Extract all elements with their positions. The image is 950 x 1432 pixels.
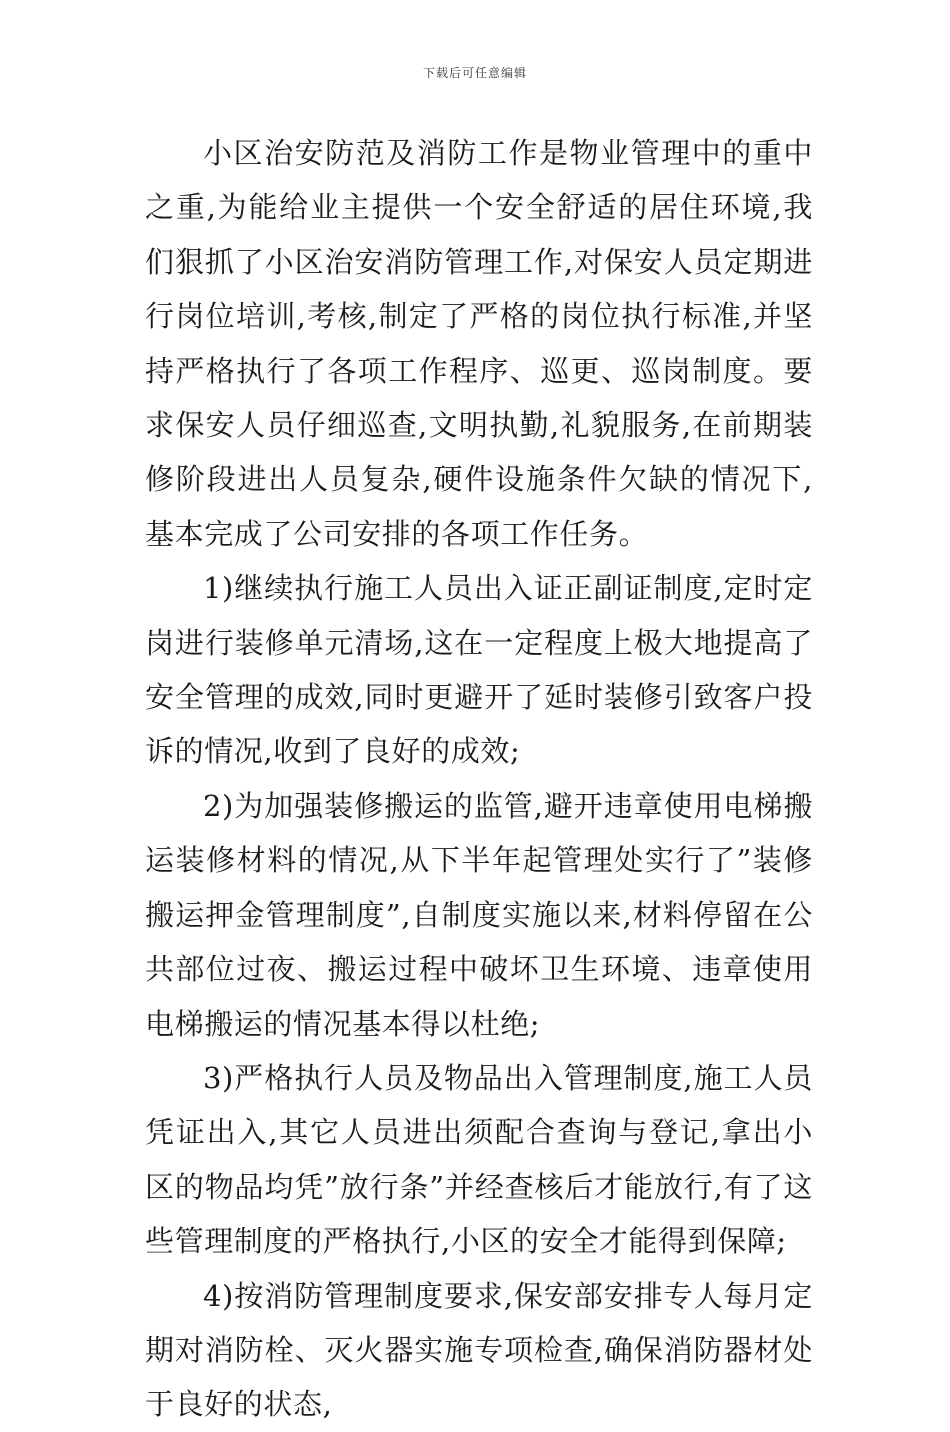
paragraph-item-4: 4)按消防管理制度要求,保安部安排专人每月定期对消防栓、灭火器实施专项检查,确保消防器材处于良好的状态, <box>145 1278 813 1422</box>
paragraph-item-1: 1)继续执行施工人员出入证正副证制度,定时定岗进行装修单元清场,这在一定程度上极大地提高了安全管理的成效,同时更避开了延时装修引致客户投诉的情况,收到了良好的成效; <box>145 571 813 769</box>
paragraph-item-3: 3)严格执行人员及物品出入管理制度,施工人员凭证出入,其它人员进出须配合查询与登记,拿出小区的物品均凭”放行条”并经查核后才能放行,有了这些管理制度的严格执行,小区的安全才能得到保障; <box>145 1060 813 1259</box>
paragraph-intro: 小区治安防范及消防工作是物业管理中的重中之重,为能给业主提供一个安全舒适的居住环境,我们狠抓了小区治安消防管理工作,对保安人员定期进行岗位培训,考核,制定了严格的岗位执行标准,并坚持严格执行了各项工作程序、巡更、巡岗制度。要求保安人员仔细巡查,文明执勤,礼貌服务,在前期装修阶段进出人员复杂,硬件设施条件欠缺的情况下,基本完成了公司安排的各项工作任务。 <box>145 136 813 551</box>
page-header: 下载后可任意编辑 <box>422 66 527 80</box>
document-body <box>145 126 813 1432</box>
paragraph-item-2: 2)为加强装修搬运的监管,避开违章使用电梯搬运装修材料的情况,从下半年起管理处实行了”装修搬运押金管理制度”,自制度实施以来,材料停留在公共部位过夜、搬运过程中破坏卫生环境、违章使用电梯搬运的情况基本得以杜绝; <box>145 788 813 1041</box>
